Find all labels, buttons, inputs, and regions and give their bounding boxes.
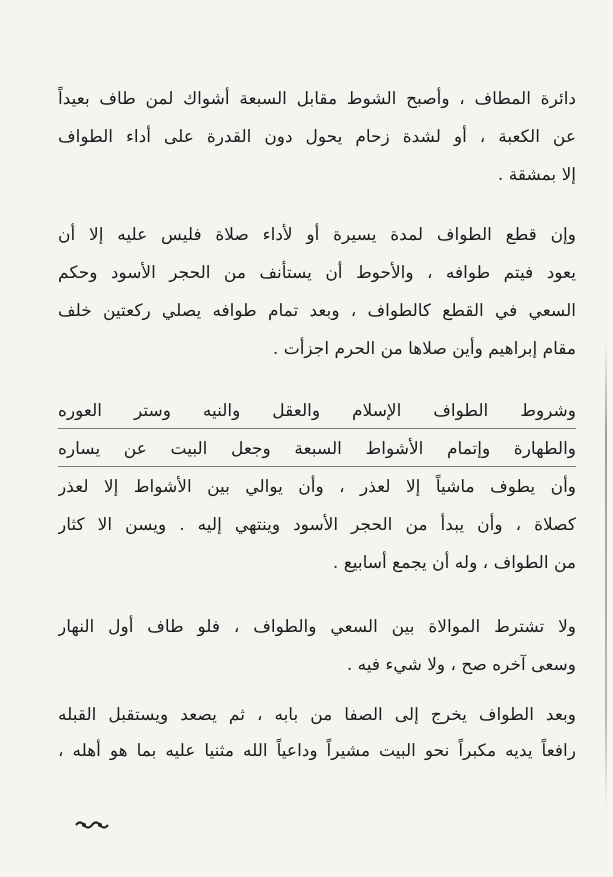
text-line: عن الكعبة ، أو لشدة زحام يحول دون القدرة على أداء الطواف — [58, 127, 576, 147]
page-gutter-edge — [605, 340, 607, 810]
text-line: وبعد الطواف يخرج إلى الصفا من بابه ، ثم يصعد ويستقبل القبله — [58, 705, 576, 725]
text-line: والطهارة وإتمام الأشواط السبعة وجعل البيت عن يساره — [58, 439, 576, 459]
text-line: كصلاة ، وأن يبدأ من الحجر الأسود وينتهي إليه . ويسن الا كثار — [58, 515, 576, 535]
text-line: من الطواف ، وله أن يجمع أسابيع . — [332, 553, 576, 573]
text-line: ولا تشترط الموالاة بين السعي والطواف ، فلو طاف أول النهار — [58, 617, 576, 637]
rule-line — [58, 466, 576, 467]
text-line: مقام إبراهيم وأين صلاها من الحرم اجزأت . — [272, 339, 576, 359]
text-line: رافعاً يديه مكبراً نحو البيت مشيراً وداعياً الله مثنيا عليه بما هو أهله ، — [58, 741, 576, 761]
text-line: يعود فيتم طوافه ، والأحوط أن يستأنف من الحجر الأسود وحكم — [58, 263, 576, 283]
ornament-mark-icon — [74, 818, 110, 832]
text-line: السعي في القطع كالطواف ، وبعد تمام طوافه يصلي ركعتين خلف — [58, 301, 576, 321]
rule-line — [58, 428, 576, 429]
text-line: وسعى آخره صح ، ولا شيء فيه . — [346, 655, 576, 675]
text-line: وإن قطع الطواف لمدة يسيرة أو لأداء صلاة فليس عليه إلا أن — [58, 225, 576, 245]
text-line: دائرة المطاف ، وأصبح الشوط مقابل السبعة أشواك لمن طاف بعيداً — [58, 89, 576, 109]
text-line: إلا بمشقة . — [497, 165, 576, 185]
text-line: وأن يطوف ماشياً إلا لعذر ، وأن يوالي بين الأشواط إلا لعذر — [58, 477, 576, 497]
text-line: وشروط الطواف الإسلام والعقل والنيه وستر العوره — [58, 401, 576, 421]
